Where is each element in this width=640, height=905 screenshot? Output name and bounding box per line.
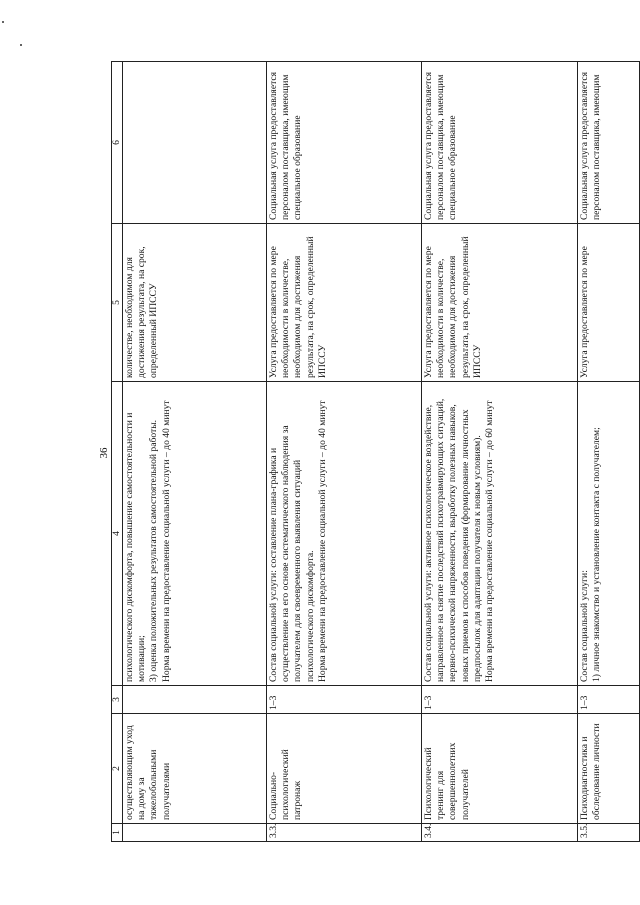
service-period: 1–3 <box>578 686 640 714</box>
row-number: 3.4. <box>422 824 578 842</box>
service-content: Состав социальной услуги: активное психологическое воздействие, направленное на снятие последствий психотравмирующих ситуаций, нервно-психической напряженности, выработку полезных навыков, новых приемов и способов поведения (формирование личностных предпосылок для адаптации получателя к новым условиям). Норма времени на предоставление социальной услуги – до 60 минут <box>422 382 578 686</box>
table-row <box>422 62 578 842</box>
table-row <box>267 62 422 842</box>
scan-speck <box>20 44 22 46</box>
header-cell: 3 <box>112 686 123 714</box>
service-term: Услуга предоставляется по мере необходимости в количестве, необходимом для достижения результата, на срок, определенный ИПССУ <box>267 224 422 382</box>
service-conditions: Социальная услуга предоставляется персоналом поставщика, имеющим специальное образование <box>422 62 578 224</box>
service-content: психологического дискомфорта, повышение самостоятельности и мотивации; 3) оценка положительных результатов самостоятельной работы. Норма времени на предоставление социальной услуги – до 40 минут <box>123 382 267 686</box>
service-conditions <box>123 62 267 224</box>
header-cell: 5 <box>112 224 123 382</box>
service-name: Социально-психологический патронаж <box>267 714 422 824</box>
service-period: 1–3 <box>267 686 422 714</box>
service-period: 1–3 <box>422 686 578 714</box>
service-name: Психодиагностика и обследование личности <box>578 714 640 824</box>
header-cell: 4 <box>112 382 123 686</box>
rotated-table-container <box>111 62 603 842</box>
header-cell: 2 <box>112 714 123 824</box>
row-number: 3.3. <box>267 824 422 842</box>
row-number <box>123 824 267 842</box>
header-row <box>112 62 123 842</box>
service-term: Услуга предоставляется по мере необходимости в количестве, необходимом для достижения результата, на срок, определенный ИПССУ <box>422 224 578 382</box>
row-number: 3.5. <box>578 824 640 842</box>
table-row <box>123 62 267 842</box>
scan-speck <box>2 21 4 23</box>
service-period <box>123 686 267 714</box>
service-conditions: Социальная услуга предоставляется персоналом поставщика, имеющим специальное образование <box>267 62 422 224</box>
service-content: Состав социальной услуги: 1) личное знакомство и установление контакта с получателем; <box>578 382 640 686</box>
table-row <box>578 62 640 842</box>
header-cell: 1 <box>112 824 123 842</box>
service-conditions: Социальная услуга предоставляется персоналом поставщика, имеющим <box>578 62 640 224</box>
service-term: Услуга предоставляется по мере <box>578 224 640 382</box>
header-cell: 6 <box>112 62 123 224</box>
service-content: Состав социальной услуги: составление плана-графика и осуществление на его основе систематического наблюдения за получателем для своевременного выявления ситуаций психологического дискомфорта. Норма времени на предоставление социальной услуги – до 40 минут <box>267 382 422 686</box>
service-name: Психологический тренинг для совершеннолетних получателей <box>422 714 578 824</box>
services-table <box>111 61 640 842</box>
service-name: осуществляющим уход на дому за тяжелобольными получателями <box>123 714 267 824</box>
service-term: количестве, необходимом для достижения результата, на срок, определенный ИПССУ <box>123 224 267 382</box>
page-number: 36 <box>98 447 110 459</box>
